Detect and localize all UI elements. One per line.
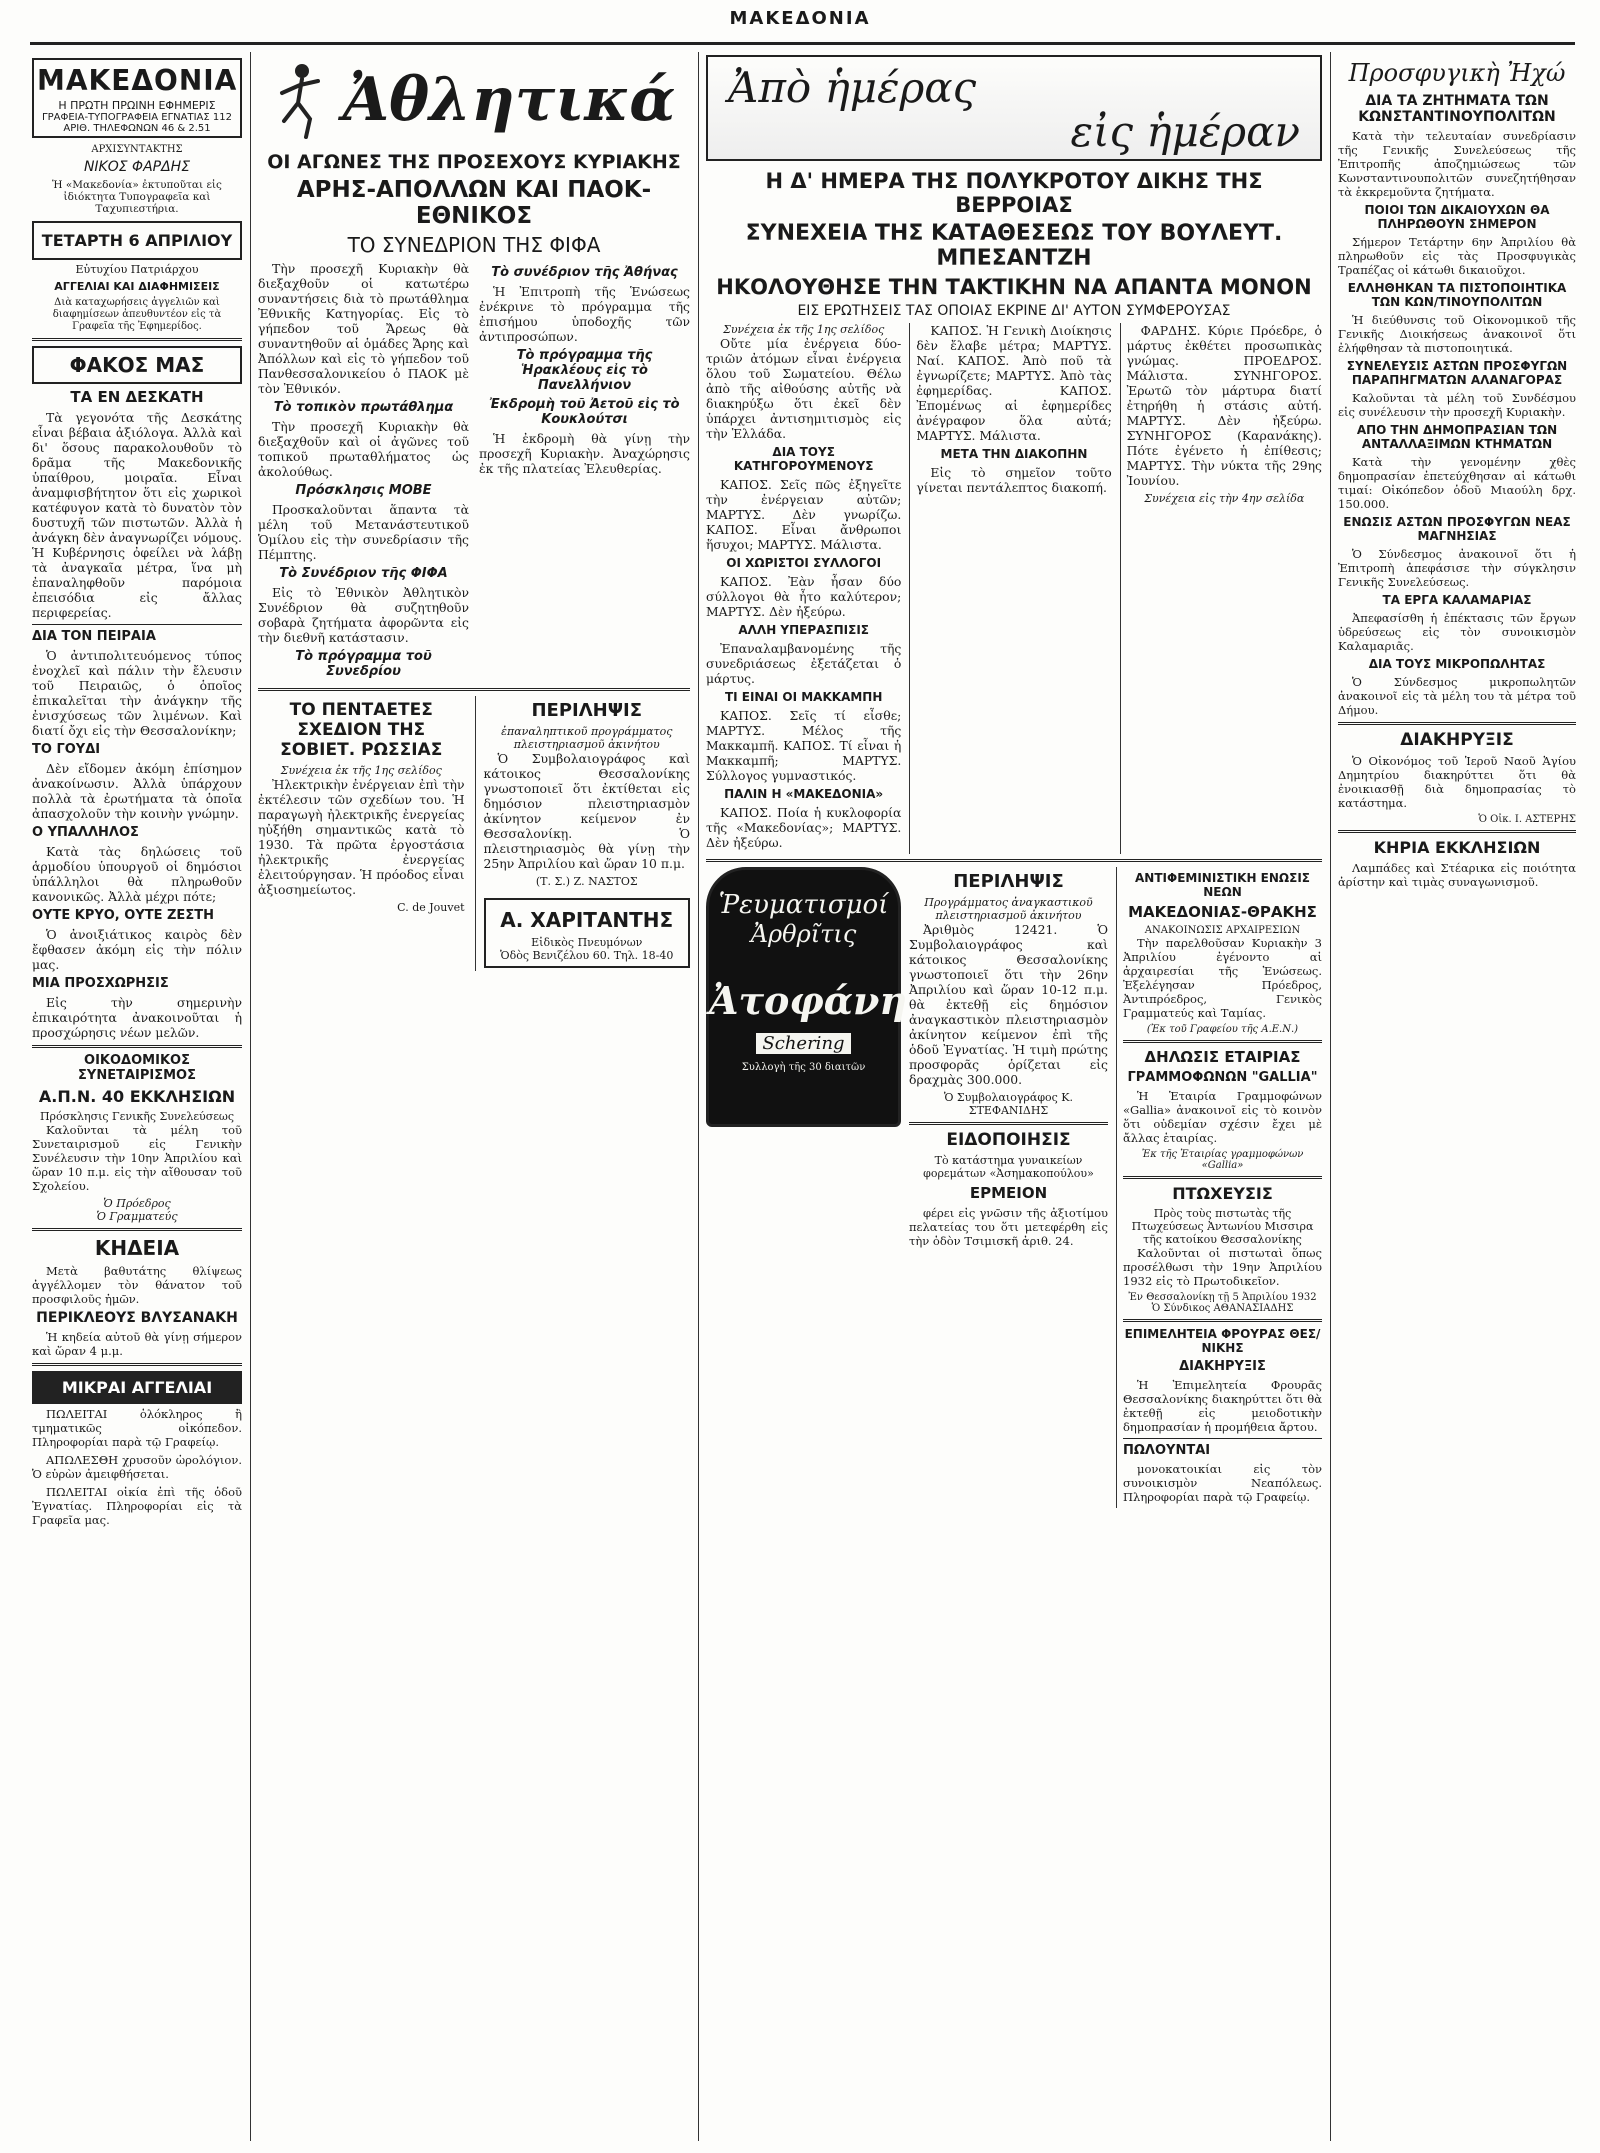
masthead-title: ΜΑΚΕΔΟΝΙΑ xyxy=(37,64,238,97)
ypallilos-title: Ο ΥΠΑΛΛΗΛΟΣ xyxy=(32,825,139,840)
gallia-title2: ΓΡΑΜΜΟΦΩΝΩΝ "GALLIA" xyxy=(1127,1070,1318,1085)
athletics-columns xyxy=(258,261,690,683)
athletics-body-a: Τὴν προσεχῆ Κυριακὴν θὰ διεξαχθοῦν οἱ κατωτέρω συναντήσεις διὰ τὸ πρωτάθλημα Ἐθνικῆς Κατηγορίας. Εἰς τὸ γήπεδον τοῦ Ἄρεως θὰ συναντηθοῦν αἱ ὁμάδες Ἄρης καὶ Ἀπόλλων καὶ εἰς τὸ γήπεδον τοῦ Πανθεσσαλονικείου ὁ ΠΑΟΚ μὲ τὸν Ἐθνικόν. xyxy=(258,261,469,396)
daily-col-a6-text: ΚΑΠΟΣ. Σεῖς τί εἶσθε; ΜΑΡΤΥΣ. Μέλος τῆς Μακκαμπῆ. ΚΑΠΟΣ. Τί εἶναι ἡ Μακκαμπῆ; ΜΑΡΤΥΣ. Σύλλογος γυμναστικός. xyxy=(706,708,902,783)
daily-col-a-text: Οὔτε μία ἐνέργεια δύο-τριῶν ἀτόμων εἶναι ἐνέργεια ὅλου τοῦ Σωματείου. Θέλω ἀπὸ τῆς αἰθούσης αὐτῆς νὰ διακηρύξω ὅτι ἐκεῖ δὲν ὑπάρχει ἀντισημιτισμὸς εἰς τὴν Ἑλλάδα. xyxy=(706,336,902,441)
daily-banner-b: εἰς ἡμέραν xyxy=(1070,107,1300,156)
daily-col-c-text: ΦΑΡΔΗΣ. Κύριε Πρόεδρε, ὁ μάρτυς ἐκθέτει προσωπικὰς γνώμας. ΠΡΟΕΔΡΟΣ. Μάλιστα. ΣΥΝΗΓΟΡΟΣ. Ἐρωτῶ τὸν μάρτυρα διατί ἐτηρήθη ἡ στάσις αὐτή. ΜΑΡΤΥΣ. Δὲν ἠξεύρω. ΣΥΝΗΓΟΡΟΣ (Καρανάκης). Πότε ἐγένετο ἡ ἐπίθεσις; ΜΑΡΤΥΣ. Τὴν νύκτα τῆς 29ης Ἰουνίου. xyxy=(1126,323,1322,488)
periliptis1-body: Ὁ Συμβολαιογράφος καὶ κάτοικος Θεσσαλονίκης γνωστοποιεῖ ὅτι ἐκτίθεται εἰς δημόσιον πλειστηριασμὸν ἀκίνητον κείμενον ἐν Θεσσαλονίκῃ. Ὁ πλειστηριασμὸς θὰ γίνῃ τὴν 25ην Ἀπριλίου καὶ ὥραν 10 π.μ. xyxy=(483,751,690,871)
fakos-title: ΦΑΚΟΣ ΜΑΣ xyxy=(69,353,205,377)
daily-col-a3-text: ΚΑΠΟΣ. Ἐὰν ἦσαν δύο σύλλογοι θὰ ἦτο καλύτερον; ΜΑΡΤΥΣ. Δὲν ἠξεύρω. xyxy=(706,574,902,619)
periliptis2-sign: Ὁ Συμβολαιογράφος Κ. ΣΤΕΦΑΝΙΔΗΣ xyxy=(943,1091,1074,1117)
athletics-banner xyxy=(258,55,690,147)
atophan-note: Συλλογὴ τῆς 30 διαιτῶν xyxy=(741,1062,866,1073)
soviet-article xyxy=(258,696,465,971)
ads-note: Διὰ καταχωρήσεις ἀγγελιῶν καὶ διαφημίσεων ἀπευθυντέον εἰς τὰ Γραφεῖα τῆς Ἐφημερίδος. xyxy=(52,297,222,332)
daily-cont: Συνέχεια ἐκ τῆς 1ης σελίδος xyxy=(723,323,885,336)
athletics-h3: ΤΟ ΣΥΝΕΔΡΙΟΝ ΤΗΣ ΦΙΦΑ xyxy=(347,233,601,257)
divider xyxy=(909,1122,1108,1125)
right-body3: Ἡ διεύθυνσις τοῦ Οἰκονομικοῦ τῆς Γενικῆς Διοικήσεως ἀνακοινοῖ ὅτι ἐλήφθησαν τὰ πιστοποιητικά. xyxy=(1338,313,1576,355)
daily-sub-kat: ΔΙΑ ΤΟΥΣ ΚΑΤΗΓΟΡΟΥΜΕΝΟΥΣ xyxy=(733,445,874,473)
daily-h2: ΣΥΝΕΧΕΙΑ ΤΗΣ ΚΑΤΑΘΕΣΕΩΣ ΤΟΥ ΒΟΥΛΕΥΤ. ΜΠΕΣΑΝΤΖΗ xyxy=(745,221,1283,271)
poleitai-body: μονοκατοικίαι εἰς τὸν συνοικισμὸν Νεαπόλεως. Πληροφορίαι παρὰ τῷ Γραφείῳ. xyxy=(1123,1462,1322,1504)
masthead-tagline: Η ΠΡΩΤΗ ΠΡΩΙΝΗ ΕΦΗΜΕΡΙΣ xyxy=(58,99,216,112)
antifem-body: Τὴν παρελθοῦσαν Κυριακὴν 3 Ἀπριλίου ἐγένοντο αἱ ἀρχαιρεσίαι τῆς Ἑνώσεως. Ἐξελέγησαν Πρόεδρος, Ἀντιπρόεδρος, Γενικὸς Γραμματεύς καὶ Ταμίας. xyxy=(1123,936,1322,1020)
soviet-body: Ἠλεκτρικὴν ἐνέργειαν ἐπὶ τὴν ἐκτέλεσιν τῶν σχεδίων του. Ἡ παραγωγὴ ἠλεκτρικῆς ἐνεργείας ηὐξήθη σημαντικῶς κατὰ τὸ 1930. Τὰ πρῶτα ἐργοστάσια ἠλεκτρικῆς ἐνεργείας ἐλειτούργησαν. Ἡ πρόοδος εἶναι ἀξιοσημείωτος. xyxy=(258,777,465,897)
top-rule xyxy=(30,42,1575,45)
right-body1: Κατὰ τὴν τελευταίαν συνεδρίασιν τῆς Γενικῆς Συνελεύσεως τῆς Ἐπιτροπῆς ἀποζημιώσεως τῶν Κωνσταντινουπολιτῶν συνεζητήθησαν τὰ ἐκκρεμοῦντα ζητήματα. xyxy=(1338,129,1576,199)
charitantis-ad xyxy=(484,898,691,968)
classified-ad: ΠΩΛΕΙΤΑΙ ὁλόκληρος ἢ τμηματικῶς οἰκόπεδον. Πληροφορίαι παρὰ τῷ Γραφείῳ. xyxy=(32,1407,242,1449)
athletics-sub-g: Ἐκδρομὴ τοῦ Ἀετοῦ εἰς τὸ Κουκλούτσι xyxy=(489,397,680,427)
right-body6: Ὁ Σύνδεσμος ἀνακοινοῖ ὅτι ἡ Ἐπιτροπὴ ἀπεφάσισε τὴν σύγκλησιν Γενικῆς Συνελεύσεως. xyxy=(1338,547,1576,589)
right-body5: Κατὰ τὴν γενομένην χθὲς δημοπρασίαν ἐπετεύχθησαν αἱ κάτωθι τιμαί: Οἰκόπεδον ὁδοῦ Μιαούλη δρχ. 150.000. xyxy=(1338,455,1576,511)
date-box xyxy=(32,221,242,260)
diakiryxis-sign: Ὁ Οἰκ. Ι. ΑΣΤΕΡΗΣ xyxy=(1478,814,1576,825)
column-divider xyxy=(250,52,251,2141)
fakos-body: Τὰ γεγονότα τῆς Δεσκάτης εἶναι βέβαια ἀξιόλογα. Ἀλλὰ καὶ δι' ὅσους παρακολουθοῦν τὸ δρᾶμα τῆς Μακεδονικῆς ὑπαίθρου, μοιραῖα. Εἶναι ἀναμφισβήτητον ὅτι εἰς χωρικοὶ κατέφυγον κατὰ τὸ δυνατὸν τὸν δυστυχῆ τῶν πιστωτῶν. Ἀλλὰ ἡ ἀνάγκη δὲν ἀναγνωρίζει νόμους. Ἡ Κυβέρνησις ὀφείλει νὰ λάβῃ τὰ ἀναγκαῖα μέτρα, ἵνα μὴ ἐπαναληφθοῦν παρόμοια ἐπεισόδια εἰς ἄλλας περιφερείας. xyxy=(32,410,242,620)
daily-sub-makkabi: ΤΙ ΕΙΝΑΙ ΟΙ ΜΑΚΚΑΜΠΗ xyxy=(724,690,883,704)
eidopoiisis-body: φέρει εἰς γνῶσιν τῆς ἀξιοτίμου πελατείας του ὅτι μετεφέρθη εἰς τὴν ὁδὸν Τσιμισκῆ ἀριθ. 24. xyxy=(909,1206,1108,1248)
notices-column xyxy=(1116,867,1322,1508)
frourarchia-title: ΕΠΙΜΕΛΗΤΕΙΑ ΦΡΟΥΡΑΣ ΘΕΣ/ΝΙΚΗΣ xyxy=(1124,1327,1321,1355)
oikodomikos-line: Πρόσκλησις Γενικῆς Συνελεύσεως xyxy=(39,1110,235,1123)
periliptis1-title: ΠΕΡΙΛΗΨΙΣ xyxy=(531,700,643,721)
daily-sub-diakopi: ΜΕΤΑ ΤΗΝ ΔΙΑΚΟΠΗΝ xyxy=(940,447,1088,461)
athletics-sub-e: Τὸ συνέδριον τῆς Ἀθήνας xyxy=(491,265,678,280)
masthead-offices: ΓΡΑΦΕΙΑ-ΤΥΠΟΓΡΑΦΕΙΑ ΕΓΝΑΤΙΑΣ 112 xyxy=(42,112,232,123)
soviet-title: ΤΟ ΠΕΝΤΑΕΤΕΣ ΣΧΕΔΙΟΝ ΤΗΣ ΣΟΒΙΕΤ. ΡΩΣΣΙΑΣ xyxy=(280,700,443,760)
masthead-phones: ΑΡΙΘ. ΤΗΛΕΦΩΝΩΝ 46 & 2.51 xyxy=(63,123,211,134)
athletics-h1: ΟΙ ΑΓΩΝΕΣ ΤΗΣ ΠΡΟΣΕΧΟΥΣ ΚΥΡΙΑΚΗΣ xyxy=(267,151,681,173)
daily-sub-ypsilantou: ΑΛΛΗ ΥΠΕΡΑΣΠΙΣΙΣ xyxy=(738,623,869,637)
charitantis-name: Α. ΧΑΡΙΤΑΝΤΗΣ xyxy=(500,908,674,932)
daily-col-b-text: ΚΑΠΟΣ. Ἡ Γενικὴ Διοίκησις δὲν ἔλαβε μέτρα; ΜΑΡΤΥΣ. Ναί. ΚΑΠΟΣ. Ἀπὸ ποῦ τὰ ἐγνωρίζετε; ΜΑΡΤΥΣ. Ἀπὸ τὰς ἐφημερίδας. ΚΑΠΟΣ. Ἐπομένως αἱ ἐφημερίδες ἀνέγραφον ὅλα αὐτά; ΜΑΡΤΥΣ. Μάλιστα. xyxy=(916,323,1112,443)
athletics-banner-title: Ἀθλητικά xyxy=(342,65,676,135)
poleitai-title: ΠΩΛΟΥΝΤΑΙ xyxy=(1123,1443,1211,1458)
ptoxeysis-body: Καλοῦνται οἱ πιστωταὶ ὅπως προσέλθωσι τὴν 19ην Ἀπριλίου 1932 εἰς τὸ Πρωτοδικεῖον. xyxy=(1123,1246,1322,1288)
kiria-body: Λαμπάδες καὶ Στέαρικα εἰς ποιότητα ἀρίστην καὶ τιμὰς συναγωνισμοῦ. xyxy=(1338,861,1576,889)
runner-illustration-icon xyxy=(268,61,328,141)
right-body8: Ὁ Σύνδεσμος μικροπωλητῶν ἀνακοινοῖ εἰς τὰ μέλη του τὰ μέτρα τοῦ Δήμου. xyxy=(1338,675,1576,717)
periliptis1-sign: (Τ. Σ.) Ζ. ΝΑΣΤΟΣ xyxy=(535,875,638,888)
kideia-body: Μετὰ βαθυτάτης θλίψεως ἀγγέλλομεν τὸν θάνατον τοῦ προσφιλοῦς ἡμῶν. xyxy=(32,1264,242,1306)
oute-title: ΟΥΤΕ ΚΡΥΟ, ΟΥΤΕ ΖΕΣΤΗ xyxy=(32,908,214,923)
divider xyxy=(1123,1319,1322,1322)
athletics-body-d: Εἰς τὸ Ἐθνικὸν Ἀθλητικὸν Συνέδριον θὰ συζητηθοῦν σοβαρὰ ζητήματα ἀφορῶντα εἰς τὴν διεθνῆ κατάστασιν. xyxy=(258,585,469,645)
column-right xyxy=(1338,55,1576,2143)
mikrai-title-box xyxy=(32,1371,242,1404)
soviet-cont: Συνέχεια ἐκ τῆς 1ης σελίδος xyxy=(280,764,442,777)
oute-body: Ὁ ἀνοιξιάτικος καιρὸς δὲν ἔφθασεν ἀκόμη εἰς τὴν πόλιν μας. xyxy=(32,927,242,972)
atophan-brand: Ἀτοφάνη xyxy=(709,978,908,1023)
athletics-col-a xyxy=(258,261,469,683)
periliptis2-subtitle: Προγράμματος ἀναγκαστικοῦ πλειστηριασμοῦ ἀκινήτου xyxy=(924,896,1093,922)
daily-banner xyxy=(706,55,1322,161)
ptoxeysis-title: ΠΤΩΧΕΥΣΙΣ xyxy=(1172,1184,1273,1203)
saint-of-day: Εὐτυχίου Πατριάρχου xyxy=(75,263,199,276)
divider xyxy=(258,688,690,691)
eidopoiisis-name: ΕΡΜΕΙΟΝ xyxy=(969,1184,1048,1202)
athletics-h2: ΑΡΗΣ-ΑΠΟΛΛΩΝ ΚΑΙ ΠΑΟΚ-ΕΘΝΙΚΟΣ xyxy=(296,177,652,229)
daily-col-c xyxy=(1120,323,1322,854)
periliptis1-article xyxy=(475,696,691,971)
column-divider xyxy=(698,52,699,2141)
daily-h4: ΕΙΣ ΕΡΩΤΗΣΕΙΣ ΤΑΣ ΟΠΟΙΑΣ ΕΚΡΙΝΕ ΔΙ' ΑΥΤΟΝ ΣΥΜΦΕΡΟΥΣΑΣ xyxy=(797,303,1231,319)
right-h8: ΔΙΑ ΤΟΥΣ ΜΙΚΡΟΠΩΛΗΤΑΣ xyxy=(1368,657,1546,671)
periliptis2-article xyxy=(909,867,1108,1508)
daily-col-a4-text: Εἰς τὸ σημεῖον τοῦτο γίνεται πεντάλεπτος διακοπή. xyxy=(916,465,1112,495)
oikodomikos-sign2: Ὁ Γραμματεύς xyxy=(96,1210,178,1223)
right-h5: ΑΠΟ ΤΗΝ ΔΗΜΟΠΡΑΣΙΑΝ ΤΩΝ ΑΝΤΑΛΛΑΞΙΜΩΝ ΚΤΗΜΑΤΩΝ xyxy=(1356,423,1558,451)
gallia-title: ΔΗΛΩΣΙΣ ΕΤΑΙΡΙΑΣ xyxy=(1144,1048,1301,1066)
prosfygiki-banner: Προσφυγικὴ Ἠχώ xyxy=(1348,59,1566,87)
athletics-sub-c: Τὸ Συνέδριον τῆς ΦΙΦΑ xyxy=(279,566,448,581)
charitantis-address: Ὁδὸς Βενιζέλου 60. Τηλ. 18-40 xyxy=(500,949,674,962)
editor-label: ΑΡΧΙΣΥΝΤΑΚΤΗΣ xyxy=(91,144,183,155)
daily-col-a xyxy=(706,323,901,854)
right-h3: ΕΛΛΗΘΗΚΑΝ ΤΑ ΠΙΣΤΟΠΟΙΗΤΙΚΑ ΤΩΝ ΚΩΝ/ΤΙΝΟΥΠΟΛΙΤΩΝ xyxy=(1347,281,1567,309)
divider xyxy=(1338,722,1576,725)
right-body4: Καλοῦνται τὰ μέλη τοῦ Συνδέσμου εἰς συνέλευσιν τὴν προσεχῆ Κυριακὴν. xyxy=(1338,391,1576,419)
goudi-title: ΤΟ ΓΟΥΔΙ xyxy=(32,742,101,757)
divider xyxy=(1123,1438,1322,1439)
classified-ad: ΑΠΩΛΕΣΘΗ χρυσοῦν ὡρολόγιον. Ὁ εὑρὼν ἀμειφθήσεται. xyxy=(32,1453,242,1481)
gallia-sign: Ἐκ τῆς Ἑταιρίας γραμμοφώνων «Gallia» xyxy=(1141,1149,1304,1171)
ptoxeysis-sign: Ὁ Σύνδικος ΑΘΑΝΑΣΙΑΔΗΣ xyxy=(1151,1303,1294,1314)
column-daily xyxy=(706,55,1322,2143)
right-h2: ΠΟΙΟΙ ΤΩΝ ΔΙΚΑΙΟΥΧΩΝ ΘΑ ΠΛΗΡΩΘΟΥΝ ΣΗΜΕΡΟΝ xyxy=(1364,203,1550,231)
daily-columns xyxy=(706,323,1322,854)
divider xyxy=(1123,1040,1322,1043)
kiria-title: ΚΗΡΙΑ ΕΚΚΛΗΣΙΩΝ xyxy=(1373,838,1541,857)
right-body2: Σήμερον Τετάρτην 6ην Ἀπριλίου θὰ πληρωθοῦν εἰς τὰς Προσφυγικὰς Τραπέζας οἱ κάτωθι δικαιοῦχοι. xyxy=(1338,235,1576,277)
daily-col-a7-text: ΚΑΠΟΣ. Ποία ἡ κυκλοφορία τῆς «Μακεδονίας»; ΜΑΡΤΥΣ. Δὲν ἠξεύρω. xyxy=(706,805,902,850)
diakiryxis-title: ΔΙΑΚΗΡΥΞΙΣ xyxy=(1400,730,1514,750)
daily-banner-a: Ἀπὸ ἡμέρας xyxy=(728,63,977,112)
antifem-sign: (Ἐκ τοῦ Γραφείου τῆς Α.Ε.Ν.) xyxy=(1146,1024,1299,1035)
ptoxeysis-sub: Πρὸς τοὺς πιστωτὰς τῆς Πτωχεύσεως Ἀντωνίου Μισσιρα τῆς κατοίκου Θεσσαλονίκης xyxy=(1131,1207,1314,1246)
atophan-line2: Ἀρθρῖτις xyxy=(750,920,857,948)
divider xyxy=(1123,1176,1322,1179)
atophan-line1: Ῥευματισμοί xyxy=(718,890,889,920)
frourarchia-body: Ἡ Ἐπιμελητεία Φρουρᾶς Θεσσαλονίκης διακηρύττει ὅτι θὰ ἐκτεθῇ εἰς μειοδοτικὴν δημοπρασίαν ἡ προμήθεια ἄρτου. xyxy=(1123,1378,1322,1434)
antifem-sub: ΑΝΑΚΟΙΝΩΣΙΣ ΑΡΧΑΙΡΕΣΙΩΝ xyxy=(1144,925,1301,936)
kideia-title: ΚΗΔΕΙΑ xyxy=(94,1236,180,1260)
daily-col-a5-text: Ἐπαναλαμβανομένης τῆς συνεδριάσεως ἐξετάζεται ὁ μάρτυς. xyxy=(706,641,902,686)
running-head: ΜΑΚΕΔΟΝΙΑ xyxy=(729,8,871,29)
peiraia-title: ΔΙΑ ΤΟΝ ΠΕΙΡΑΙΑ xyxy=(32,629,156,644)
column-left xyxy=(32,55,242,2143)
daily-col-a2-text: ΚΑΠΟΣ. Σεῖς πῶς ἐξηγεῖτε τὴν ἐνέργειαν αὐτῶν; ΜΑΡΤΥΣ. Δὲν γνωρίζω. ΚΑΠΟΣ. Εἶναι ἄνθρωποι ἥσυχοι; ΜΑΡΤΥΣ. Μάλιστα. xyxy=(706,477,902,552)
athletics-body-c: Προσκαλοῦνται ἅπαντα τὰ μέλη τοῦ Μετανάστευτικοῦ Ὁμίλου εἰς τὴν συνεδρίασιν τῆς Πέμπτης. xyxy=(258,502,469,562)
prosxorisi-title: ΜΙΑ ΠΡΟΣΧΩΡΗΣΙΣ xyxy=(32,976,169,991)
column-divider xyxy=(1330,52,1331,2141)
daily-h3: ΗΚΟΛΟΥΘΗΣΕ ΤΗΝ ΤΑΚΤΙΚΗΝ ΝΑ ΑΠΑΝΤΑ ΜΟΝΟΝ xyxy=(716,275,1312,299)
divider xyxy=(32,1228,242,1231)
diakiryxis-body: Ὁ Οἰκονόμος τοῦ Ἱεροῦ Ναοῦ Ἁγίου Δημητρίου διακηρύττει ὅτι θὰ ἐνοικιασθῇ διὰ δημοπρασίας τὸ κατάστημα. xyxy=(1338,754,1576,810)
athletics-sub-b: Πρόσκλησις ΜΟΒΕ xyxy=(295,483,432,498)
column-athletics xyxy=(258,55,690,2143)
periliptis2-title: ΠΕΡΙΛΗΨΙΣ xyxy=(953,871,1064,892)
athletics-sub-a: Τὸ τοπικὸν πρωτάθλημα xyxy=(273,400,454,415)
oikodomikos-sub: Α.Π.Ν. 40 ΕΚΚΛΗΣΙΩΝ xyxy=(38,1087,236,1106)
daily-lower xyxy=(706,867,1322,1508)
divider xyxy=(32,338,242,341)
classified-ad: ΠΩΛΕΙΤΑΙ οἰκία ἐπὶ τῆς ὁδοῦ Ἐγνατίας. Πληροφορίαι εἰς τὰ Γραφεῖα μας. xyxy=(32,1485,242,1527)
divider xyxy=(706,859,1322,862)
kideia-body2: Ἡ κηδεία αὐτοῦ θὰ γίνῃ σήμερον καὶ ὥραν 4 μ.μ. xyxy=(32,1330,242,1358)
athletics-col-b xyxy=(479,261,690,683)
lower-columns xyxy=(258,696,690,971)
charitantis-line: Εἰδικὸς Πνευμόνων xyxy=(531,936,643,949)
periliptis1-subtitle: ἐπαναληπτικοῦ προγράμματος πλειστηριασμοῦ ἀκινήτου xyxy=(501,725,673,751)
eidopoiisis-title: ΕΙΔΟΠΟΙΗΣΙΣ xyxy=(946,1130,1071,1150)
athletics-body-b: Τὴν προσεχῆ Κυριακὴν θὰ διεξαχθοῦν καὶ οἱ ἀγῶνες τοῦ τοπικοῦ πρωταθλήματος ὡς ἀκολούθως. xyxy=(258,419,469,479)
athletics-body-f: Ἡ ἐκδρομὴ θὰ γίνῃ τὴν προσεχῆ Κυριακὴν. Ἀναχώρησις ἐκ τῆς πλατείας Ἐλευθερίας. xyxy=(479,431,690,476)
periliptis2-body: Ἀριθμὸς 12421. Ὁ Συμβολαιογράφος καὶ κάτοικος Θεσσαλονίκης γνωστοποιεῖ ὅτι τὴν 26ην Ἀπριλίου καὶ ὥραν 10-12 π.μ. θὰ ἐκτεθῇ εἰς δημόσιον ἀναγκαστικὸν πλειστηριασμὸν ἀκίνητον κείμενον ἐπὶ τῆς ὁδοῦ Ἐγνατίας. Ἡ τιμὴ πρώτης προσφορᾶς ὁρίζεται εἰς δραχμὰς 300.000. xyxy=(909,922,1108,1087)
athletics-sub-d: Τὸ πρόγραμμα τοῦ Συνεδρίου xyxy=(295,649,432,679)
right-h6: ΕΝΩΣΙΣ ΑΣΤΩΝ ΠΡΟΣΦΥΓΩΝ ΝΕΑΣ ΜΑΓΝΗΣΙΑΣ xyxy=(1343,515,1571,543)
soviet-author: C. de Jouvet xyxy=(397,901,465,914)
issue-date: ΤΕΤΑΡΤΗ 6 ΑΠΡΙΛΙΟΥ xyxy=(41,231,233,250)
eidopoiisis-line: Τὸ κατάστημα γυναικείων φορεμάτων «Ἀσημακοπούλου» xyxy=(923,1154,1094,1180)
frourarchia-sub: ΔΙΑΚΗΡΥΞΙΣ xyxy=(1179,1359,1266,1374)
fakos-subtitle: ΤΑ ΕΝ ΔΕΣΚΑΤΗ xyxy=(70,388,204,406)
oikodomikos-body: Καλοῦνται τὰ μέλη τοῦ Συνεταιρισμοῦ εἰς Γενικὴν Συνέλευσιν τὴν 10ην Ἀπριλίου καὶ ὥραν 10 π.μ. εἰς τὴν αἴθουσαν τοῦ Σχολείου. xyxy=(32,1123,242,1193)
goudi-body: Δὲν εἴδομεν ἀκόμη ἐπίσημον ἀνακοίνωσιν. Ἀλλὰ ὑπάρχουν πολλὰ τὰ ἐρωτήματα τὰ ὁποῖα ἀπασχολοῦν τὴν κοινὴν γνώμην. xyxy=(32,761,242,821)
divider xyxy=(32,624,242,625)
daily-sub-xoristoi: ΟΙ ΧΩΡΙΣΤΟΙ ΣΥΛΛΟΓΟΙ xyxy=(726,556,882,570)
atophan-maker: Schering xyxy=(756,1033,850,1054)
editor-name: ΝΙΚΟΣ ΦΑΡΔΗΣ xyxy=(83,159,191,175)
daily-sub-palin: ΠΑΛΙΝ Η «ΜΑΚΕΔΟΝΙΑ» xyxy=(724,787,884,801)
oikodomikos-title: ΟΙΚΟΔΟΜΙΚΟΣ ΣΥΝΕΤΑΙΡΙΣΜΟΣ xyxy=(78,1053,196,1083)
divider xyxy=(1338,830,1576,833)
athletics-sub-f: Τὸ πρόγραμμα τῆς Ἡρακλέους εἰς τὸ Πανελλήνιον xyxy=(516,348,653,393)
kideia-name: ΠΕΡΙΚΛΕΟΥΣ ΒΛΥΣΑΝΑΚΗ xyxy=(36,1310,238,1326)
oikodomikos-sign1: Ὁ Πρόεδρος xyxy=(103,1197,171,1210)
right-body7: Ἀπεφασίσθη ἡ ἐπέκτασις τῶν ἔργων ὑδρεύσεως εἰς τὸν συνοικισμὸν Καλαμαριᾶς. xyxy=(1338,611,1576,653)
fakos-title-box xyxy=(32,346,242,384)
atophan-ad-column xyxy=(706,867,908,1508)
right-h1: ΔΙΑ ΤΑ ΖΗΤΗΜΑΤΑ ΤΩΝ ΚΩΝΣΤΑΝΤΙΝΟΥΠΟΛΙΤΩΝ xyxy=(1358,93,1556,125)
prosxorisi-body: Εἰς τὴν σημερινὴν ἐπικαιρότητα ἀνακοινοῦται ἡ προσχώρησις νέων μελῶν. xyxy=(32,995,242,1040)
daily-end: Συνέχεια εἰς τὴν 4ην σελίδα xyxy=(1144,492,1305,505)
gallia-body: Ἡ Ἑταιρία Γραμμοφώνων «Gallia» ἀνακοινοῖ εἰς τὸ κοινὸν ὅτι οὐδεμίαν σχέσιν ἔχει μὲ ἄλλας ἑταιρίας. xyxy=(1123,1089,1322,1145)
right-h7: ΤΑ ΕΡΓΑ ΚΑΛΑΜΑΡΙΑΣ xyxy=(1382,593,1532,607)
divider xyxy=(32,1363,242,1366)
antifem-title2: ΜΑΚΕΔΟΝΙΑΣ-ΘΡΑΚΗΣ xyxy=(1128,903,1317,921)
peiraia-body: Ὁ ἀντιπολιτευόμενος τύπος ἐνοχλεῖ καὶ πάλιν τὴν ἔλευσιν τοῦ Πειραιῶς, ὁ ὁποῖος ἐπικαλεῖται τὴν ἀνάγκην τῆς ἐνισχύσεως τῶν λιμένων. Καὶ διατί ὄχι εἰς τὴν Θεσσαλονίκην; xyxy=(32,648,242,738)
ypallilos-body: Κατὰ τὰς δηλώσεις τοῦ ἁρμοδίου ὑπουργοῦ οἱ δημόσιοι ὑπάλληλοι θὰ πληρωθοῦν κανονικῶς. Ἀλλὰ μέχρι πότε; xyxy=(32,844,242,904)
athletics-body-e: Ἡ Ἐπιτροπὴ τῆς Ἑνώσεως ἐνέκρινε τὸ πρόγραμμα τῆς ἐπισήμου ὑποδοχῆς τῶν ἀντιπροσώπων. xyxy=(479,284,690,344)
antifem-title: ΑΝΤΙΦΕΜΙΝΙΣΤΙΚΗ ΕΝΩΣΙΣ ΝΕΩΝ xyxy=(1135,871,1310,899)
daily-h1: Η Δ' ΗΜΕΡΑ ΤΗΣ ΠΟΛΥΚΡΟΤΟΥ ΔΙΚΗΣ ΤΗΣ ΒΕΡΡΟΙΑΣ xyxy=(765,169,1263,217)
ads-heading: ΑΓΓΕΛΙΑΙ ΚΑΙ ΔΙΑΦΗΜΙΣΕΙΣ xyxy=(54,280,220,293)
ptoxeysis-date: Ἐν Θεσσαλονίκῃ τῇ 5 Ἀπριλίου 1932 xyxy=(1128,1292,1317,1303)
print-note: Ἡ «Μακεδονία» ἐκτυποῦται εἰς ἰδιόκτητα Τυπογραφεῖα καὶ Ταχυπιεστήρια. xyxy=(52,179,222,215)
masthead xyxy=(32,58,242,138)
mikrai-title: ΜΙΚΡΑΙ ΑΓΓΕΛΙΑΙ xyxy=(61,1378,213,1397)
atophan-ad xyxy=(706,867,908,1127)
divider xyxy=(32,1045,242,1048)
right-h4: ΣΥΝΕΛΕΥΣΙΣ ΑΣΤΩΝ ΠΡΟΣΦΥΓΩΝ ΠΑΡΑΠΗΓΜΑΤΩΝ ΑΛΑΝΑΓΟΡΑΣ xyxy=(1346,359,1568,387)
daily-col-b xyxy=(909,323,1111,854)
